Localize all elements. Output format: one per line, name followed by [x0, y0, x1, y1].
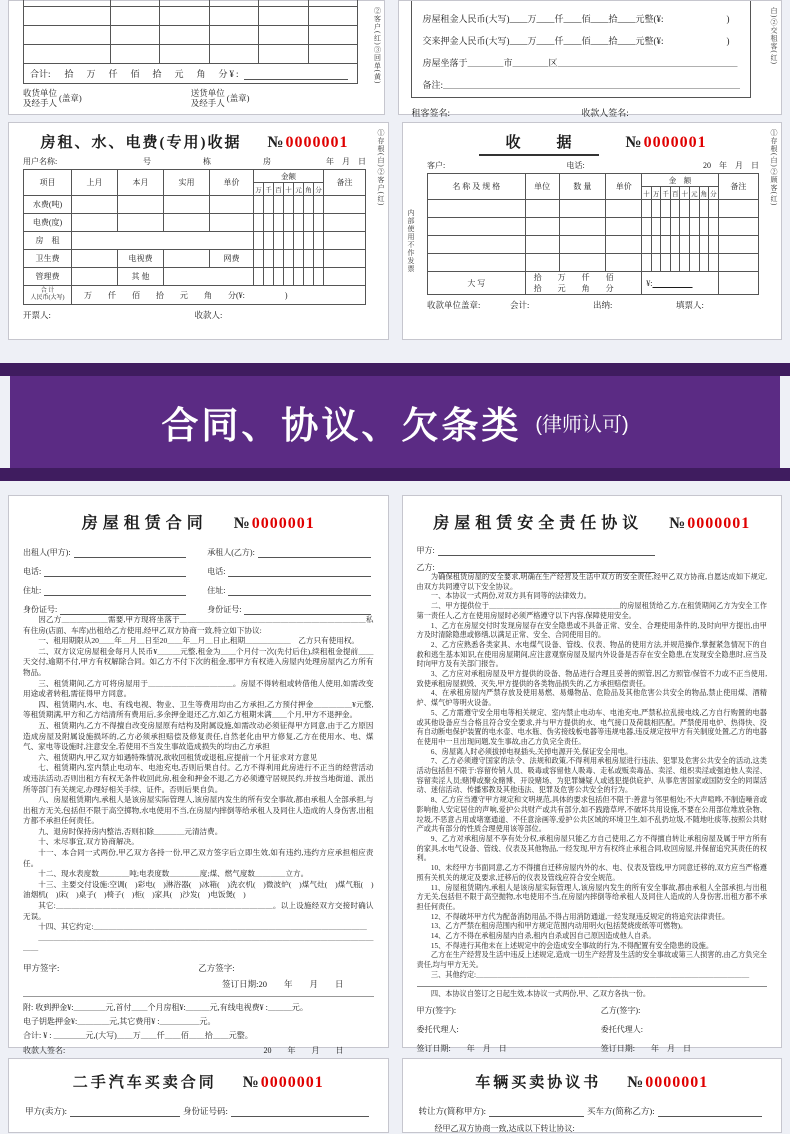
clause-paragraph: 8、乙方应当遵守甲方规定和文明规范,具体的要求包括但不限于:善意与邻里相处;不大声喧哗,不制造噪音或影响他人安定居住的声响,爱护公共财产或共有部分,如不践踏草坪,不破坏共用设施,不要在公用部位堆放杂物、垃圾,不恶意占用或堵塞通道、不任意涂画等,爱护公共区域的环境卫生,如不乱扔垃圾,不随地吐痰等,按照公共财产或共有部分的性质合理使用该等部位。	[416, 796, 767, 834]
clause-paragraph: 5、乙方需遵守安全用电等相关规定、室内禁止电动车、电池充电,严禁私拉乱接电线,乙方自行购置的电器或其他设备应当合格且符合安全要求,并与甲方提供的水、电气接口及荷载相匹配。严禁使用电炉、热得快、没有自动断电保护装置的电水壶、电水瓶、伪劣接线板电器等违规电器,违反规定按甲方有关制度处置,乙方的电器在使用中一旦出现问题,发生事故,由乙方负完全责任。	[416, 708, 767, 746]
field-line: 出租人(甲方):	[23, 539, 189, 558]
banner-top-strip	[0, 363, 790, 376]
transferor-line: 转让方(简称甲方): 买车方(简称乙方):	[419, 1100, 766, 1117]
field-line: 住址:	[23, 577, 189, 596]
clause-paragraph: 十三、主要交付设施:空调( )彩电( )淋浴器( )冰箱( )洗衣机( )微波炉( )煤气灶( )煤气瓶( )油烟机( )床( )桌子( )椅子( )柜( )家具( )沙发( )电饭煲( )	[23, 879, 374, 900]
table-row: 卫生费 电视费 网费	[24, 250, 366, 268]
contract-clauses	[23, 615, 374, 954]
rent-lines-box	[411, 1, 751, 98]
form-title: 车辆买卖协议书	[475, 1075, 602, 1091]
payee-sign-label: 收款人签名:	[581, 108, 629, 118]
party-b-sign-label: 乙方(签字):	[600, 1006, 641, 1016]
field-line: 身份证号:	[207, 596, 373, 615]
form-header	[25, 1071, 372, 1092]
accounting-label: 会计:	[510, 300, 530, 310]
form-header	[23, 131, 366, 152]
form-title: 收 据	[479, 131, 599, 156]
agent-b-label: 委托代理人:	[600, 1025, 643, 1035]
clause-paragraph: 九、退房时保持房内整洁,否则扣除＿＿＿＿元清洁费。	[38, 826, 223, 836]
payment-appendix	[23, 996, 374, 1043]
form-title: 房租、水、电费(专用)收据	[40, 135, 242, 151]
clause-paragraph: 其它:＿＿＿＿＿＿＿＿＿＿＿＿＿＿＿＿＿＿＿＿＿＿＿＿＿＿＿＿。以上设施经双方交接时确认无误。	[23, 901, 374, 921]
issuer-label: 开票人:	[23, 310, 51, 320]
delivery-total-row	[23, 64, 358, 84]
phone-label: 电话:	[566, 161, 585, 170]
seller-line: 甲方(卖方): 身份证号码:	[25, 1100, 372, 1117]
sender-line2: 及经手人	[190, 98, 225, 108]
tenant-sign-label: 租客签名:	[411, 108, 450, 118]
copy-legend-side-text: ②客户(红)③回单(黄)	[373, 7, 382, 85]
table-row: 电费(度)	[24, 214, 366, 232]
date-label: 20 年 月 日	[703, 161, 759, 170]
sender-line1: 送货单位	[190, 88, 225, 98]
clause-paragraph: 13、乙方严禁在租房范围内和甲方规定范围内动用明火(包括焚烧废纸等可燃物)。	[430, 922, 688, 931]
table-row	[24, 7, 358, 26]
delivery-footer	[23, 88, 358, 108]
delivery-table-box	[23, 0, 358, 84]
agent-a-label: 委托代理人:	[416, 1025, 459, 1035]
copy-legend-side-text: ①存根(白)②顾客(红)	[770, 129, 778, 207]
serial-number: № 0000001	[669, 515, 751, 532]
amount-blank	[244, 69, 349, 80]
customer-label: 客户:	[427, 161, 446, 170]
customer-line	[427, 160, 759, 171]
copy-legend-side-text: ①存根(白)②客户(红)	[377, 129, 386, 207]
unit-room-label: 房	[263, 157, 271, 166]
appendix-date: 20 年 月 日	[263, 1046, 344, 1055]
form-line: 房屋租金人民币(大写)____万____仟____佰____拾____元整(¥: )	[422, 14, 730, 24]
sender-signature	[191, 88, 359, 108]
clause-paragraph: 乙方在生产经营及生活中违反上述规定,造成一切生产经营及生活的安全事故或第三人损害的,由乙方负完全责任,均与甲方无关。	[416, 951, 767, 970]
unit-no-label: 号	[143, 157, 151, 166]
clause-paragraph: 四、本协议自签订之日起生效,本协议一式两份,甲、乙双方各执一份。	[430, 989, 651, 998]
receipt-table	[427, 173, 759, 295]
utility-receipt-form	[8, 122, 389, 340]
date-label: 年 月 日	[326, 157, 367, 166]
table-row	[428, 254, 759, 272]
field-line: 承租人(乙方):	[207, 539, 373, 558]
serial-number: № 0000001	[242, 1074, 324, 1091]
form-line: 房屋坐落于＿＿＿＿市＿＿＿＿区＿＿＿＿＿＿＿＿＿＿＿＿＿＿＿＿＿＿＿＿	[422, 58, 738, 68]
clause-paragraph: 11、房屋租赁期内,承租人是该房屋实际管理人,该房屋内发生的所有安全事故,都由承租人全部承担,与出租方无关,包括但不限于高空抛物,水电使用不当,在房屋内摔倒等给承租人及同住人造成的人身伤害,出租方都不承担任何责任。	[416, 883, 767, 911]
cashier-label: 出纳:	[593, 300, 613, 310]
money-digits-row: 十 万 千 百 十 元 角 分	[428, 187, 759, 200]
serial-number: № 0000001	[625, 134, 707, 151]
clause-paragraph: 三、租赁期间,乙方可将房屋用于＿＿＿＿＿＿＿＿＿＿＿。房屋不得转租或转借他人使用,如需改变用途或者转租,需征得甲方同意。	[23, 678, 374, 699]
clause-paragraph: 八、房屋租赁期内,承租人是该房屋实际管理人,该房屋内发生的所有安全事故,都由承租人全部承担,与出租方无关,包括但不限于高空掷物,水电使用不当,在房屋内摔倒等给承租人及同住人造成的人身伤害,出租方都不承担任何责任。	[23, 795, 374, 826]
table-row: 管理费 其 他	[24, 268, 366, 286]
utility-footer	[23, 309, 366, 321]
contracts-row	[0, 495, 790, 1055]
form-title: 二手汽车买卖合同	[72, 1075, 217, 1091]
total-row: 合 计 人民币(大写) 万 仟 佰 拾 元 角 分(¥: )	[24, 286, 366, 305]
table-row	[24, 26, 358, 45]
divider	[417, 986, 768, 987]
vehicle-agreement-form	[402, 1058, 783, 1133]
signature-grid	[417, 1005, 768, 1054]
appendix-line: 合计: ¥ : ＿＿＿＿元,(大写)＿＿万＿＿仟＿＿佰＿＿拾＿＿元整。	[23, 1031, 253, 1040]
serial-number: № 0000001	[267, 134, 349, 151]
header-row: 项目 上月 本月 实用 单价 金额 备注	[24, 170, 366, 183]
form-header	[427, 131, 759, 156]
party-b-sign-label: 乙方签字:	[198, 963, 235, 973]
signature-row	[23, 962, 374, 974]
clause-paragraph: 2、乙方应熟悉各类家具、水电煤气设备、管线、仪表、物品的使用方法,并规范操作,掌握紧急情况下的自救和逃生基本知识,在使用房屋期间,应注意观察房屋及屋内外设备是否存在安全隐患,在发现安全隐患时,应当及时向甲方及有关部门报告。	[416, 640, 767, 669]
rent-footer	[411, 106, 751, 119]
clause-paragraph: 六、租赁期内,甲乙双方如遇特殊情况,欲收回租赁或退租,应提前一个月征求对方意见	[38, 752, 318, 762]
total-label: 合计:	[30, 69, 51, 79]
appendix-footer	[23, 1045, 374, 1056]
receipt-form	[402, 122, 782, 340]
form-line: 交来押金人民币(大写)____万____仟____佰____拾____元整(¥: )	[422, 36, 730, 46]
seal-label: (盖章)	[226, 93, 250, 103]
form-header	[417, 510, 768, 533]
banner-title: 合同、协议、欠条类	[161, 405, 522, 446]
party-a-line: 甲方:	[417, 539, 768, 556]
table-row	[428, 236, 759, 254]
clause-paragraph: 4、在承租房屋内严禁存放及使用易燃、易爆物品、危险品及其他危害公共安全的物品,禁止使用煤、酒精炉、煤气炉等明火设备。	[416, 689, 767, 708]
clause-paragraph: 6、房屋离人时必须拔掉电视插头,关掉电源开关,保证安全用电。	[430, 747, 633, 756]
sign-date: 签订日期:20 年 月 日	[222, 979, 344, 989]
party-b-line: 乙方:	[417, 556, 768, 573]
payee-sign-label: 收款人签名:	[23, 1046, 66, 1055]
bottom-forms-row	[0, 1058, 790, 1133]
payee-label: 收款人:	[194, 310, 223, 320]
form-title: 房屋租赁合同	[81, 515, 208, 532]
table-row: 水费(吨)	[24, 196, 366, 214]
clause-paragraph: 七、租赁期内,室内禁止电动车、电池充电,否则后果自付。乙方不得利用此房进行不正当的经营活动或违法活动,否则出租方有权无条件收回此房,租金和押金不退,乙方必须遵守居规民约,并按当地街道、派出所等部门有关规定,办理好相关手续、证件。否则后果自负。	[23, 763, 374, 794]
car-sale-contract-form	[8, 1058, 389, 1133]
party-a-sign-label: 甲方(签字):	[416, 1006, 457, 1016]
clause-paragraph: 为确保租赁房屋的安全要求,明确在生产经营及生活中双方的安全责任,经甲乙双方协商,自愿达成如下规定,由双方共同遵守以下安全协议。	[416, 573, 767, 591]
category-banner	[0, 363, 790, 481]
field-line: 住址:	[207, 577, 373, 596]
form-header	[419, 1071, 766, 1092]
clause-paragraph: 二、甲方提供位于＿＿＿＿＿＿＿＿＿＿＿＿＿＿＿＿＿＿的房屋租赁给乙方,在租赁期间乙方为安全工作第一责任人,乙方在使用房屋时必须严格遵守以下内容,保障使用安全。	[416, 602, 767, 620]
clause-paragraph: 四、租赁期内,水、电、有线电视、物业、卫生等费用均由乙方承担,乙方预付押金＿＿＿＿＿¥元整,等租赁期满,甲方和乙方结清所有费用后,多余押金退还乙方,如乙方租期未满＿＿个月,甲方不退押金。	[23, 699, 374, 720]
clause-paragraph: 15、不得进行其他未在上述规定中的会造成安全事故的行为,不得配置有安全隐患的设施。	[430, 941, 714, 950]
serial-number: № 0000001	[627, 1074, 709, 1091]
field-line: 电话:	[207, 558, 373, 577]
agreement-intro: 经甲乙双方协商一致,达成以下转让协议:	[434, 1124, 575, 1133]
clause-paragraph: 十四、其它约定:＿＿＿＿＿＿＿＿＿＿＿＿＿＿＿＿＿＿＿＿＿＿＿＿＿＿＿＿＿＿＿＿＿＿＿＿	[38, 922, 367, 932]
receiver-signature	[23, 88, 191, 108]
form-title: 房屋租赁安全责任协议	[433, 515, 644, 532]
serial-number: № 0000001	[233, 515, 315, 532]
copy-legend-side-text: 白)②交租客(红)	[770, 7, 778, 65]
clause-paragraph: 十、未尽事宜,双方协商解决。	[38, 837, 139, 847]
clause-paragraph: ＿＿＿＿＿＿＿＿＿＿＿＿＿＿＿＿＿＿＿＿＿＿＿＿＿＿＿＿＿＿＿＿＿＿＿＿＿＿＿＿＿＿＿＿＿＿	[23, 932, 374, 953]
clause-paragraph: 一、本协议一式两份,对双方具有同等的法律效力。	[430, 592, 591, 601]
safety-agreement-form	[402, 495, 783, 1054]
clause-paragraph: 因乙方＿＿＿＿＿＿需要,甲方现将坐落于＿＿＿＿＿＿＿＿＿＿＿＿＿＿＿＿＿＿＿＿＿＿＿＿私有住房(店面、车库)出租给乙方使用,经甲乙双方协商一致,特立如下协议:	[23, 615, 374, 635]
table-row	[428, 218, 759, 236]
field-line: 身份证号:	[23, 596, 189, 615]
field-line: 电话:	[23, 558, 189, 577]
internal-use-side-text: 内部使用不作发票	[407, 209, 416, 274]
table-row	[428, 200, 759, 218]
receipt-footer	[427, 299, 759, 311]
clause-paragraph: 3、乙方应对承租房屋及甲方提供的设备、物品进行合理且妥善的照管,因乙方照管/保管不力或不正当使用,致使承租房屋损毁、灭失,甲方提供的各类物品损失的,乙方承担赔偿责任。	[416, 670, 767, 688]
clause-paragraph: 10、未经甲方书面同意,乙方不得擅自迁移房屋内外的水、电、仪表及管线,甲方同意迁移的,双方应当严格遵照有关机关的规定及要求,迁移后的仪表及管线应符合安全规范。	[416, 864, 767, 882]
lease-contract-form	[8, 495, 389, 1055]
clause-paragraph: 7、乙方必须遵守国家的法令、法规和政策,不得利用承租房屋进行违法、犯罪及危害公共安全的活动,这类活动包括但不限于:容留传销人员、吸毒或容留他人吸毒、走私或贩卖毒品、卖淫、组织卖淫或强迫他人卖淫、容留卖淫人员;赌博或聚众赌博、开设赌场、为犯罪嫌疑人或逃犯提供庇护、从事危害国家或国防安全的同谋活动、迷信活动、传播邪教及其他违法、犯罪及危害公共安全的行为。	[416, 757, 767, 795]
clause-paragraph: 1、乙方在房屋交付时发现房屋存在安全隐患或不具备正常、安全、合理使用条件的,及时向甲方提出,由甲方及时清除隐患或修缮,以满足正常、安全、合同使用目的。	[416, 621, 767, 640]
filler-label: 填票人:	[676, 300, 704, 310]
user-label: 用户名称:	[23, 157, 58, 166]
clause-paragraph: 十二、现水表度数＿＿＿＿吨;电表度数＿＿＿＿度;煤、燃气度数＿＿＿＿立方。	[38, 869, 309, 879]
clause-paragraph: 9、乙方对承租房屋不享有处分权,承租房屋只能乙方自己使用,乙方不得擅自转让承租房屋及属于甲方所有的家具,水电气设备、管线、仪表及其他物品,一经发现,甲方有权终止承租合同,收回房屋,并保留追究其责任的权利。	[416, 834, 767, 863]
rent-deposit-form	[398, 0, 782, 118]
banner-main	[10, 376, 780, 468]
appendix-line: 电子钥匙押金¥:＿＿＿＿元,其它费用¥ :＿＿＿＿＿元。	[23, 1017, 216, 1026]
form-header	[23, 510, 374, 533]
form-line: 备注:＿＿＿＿＿＿＿＿＿＿＿＿＿＿＿＿＿＿＿＿＿＿＿＿＿＿＿＿＿＿＿＿＿	[422, 80, 740, 90]
seal-label: (盖章)	[59, 93, 82, 103]
top-forms-row	[0, 0, 790, 118]
total-row: 大 写 拾 万 仟 佰 拾 元 角 分 ¥:	[428, 272, 759, 295]
table-row	[24, 45, 358, 64]
clause-paragraph: 一、租用期限从20＿＿年＿月＿日至20＿＿年＿月＿日止,租期＿＿＿＿＿＿ 乙方只有使用权。	[38, 636, 360, 646]
table-row: 房 租	[24, 232, 366, 250]
party-fields	[23, 539, 374, 615]
receiver-line2: 及经手人	[23, 98, 58, 108]
unit-bldg-label: 栋	[203, 157, 211, 166]
total-units: 拾 万 仟 佰 拾 元 角 分¥:	[64, 69, 241, 79]
receiver-line1: 收货单位	[23, 88, 58, 98]
clause-paragraph: 二、双方议定房屋租金每月人民币¥＿＿＿元整,租金为＿＿个月付一次(先付后住),续租租金提前＿＿天交付,逾期不付,甲方有权解除合同。如乙方不付下次的租金,那甲方有权进入房屋内处理房屋内乙方所有物品。	[23, 646, 374, 677]
clause-paragraph: 14、乙方不得在承租房屋内自杀,租内自杀或因自己原因造成他人自杀。	[430, 932, 656, 941]
receipts-row	[0, 122, 790, 340]
clause-paragraph: 五、租赁期内,乙方不得擅自改变房屋原有结构及附属设施,如需改动必须征得甲方同意,由于乙方原因造成房屋及附属设施损坏的,乙方必须承担赔偿及修复责任,自然老化由甲方修复,乙方在使用水、电、煤气、家电等设施时,注意安全,若使用不当发生事故造成损失的均由乙方承担	[23, 720, 374, 752]
user-line	[23, 156, 366, 167]
agreement-clauses	[417, 573, 768, 981]
appendix-line: 附: 收到押金¥:＿＿＿＿元,首付＿＿个月房租¥:＿＿＿元,有线电视费¥ :＿＿＿元。	[23, 1003, 308, 1012]
party-a-sign-label: 甲方签字:	[23, 963, 60, 973]
utility-table	[23, 169, 366, 305]
banner-bottom-strip	[0, 468, 790, 481]
clause-paragraph: 12、不得破坏甲方代为配备消防用品,不得占用消防通道,一经发现违反规定的将追究法律责任。	[430, 912, 730, 921]
delivery-table	[23, 0, 358, 64]
banner-subtitle: (律师认可)	[535, 413, 629, 436]
header-row: 名 称 及 规 格 单位 数 量 单价 金 额 备注	[428, 174, 759, 187]
unit-seal-label: 收款单位盖章:	[427, 300, 481, 310]
clause-paragraph: 十一、本合同一式两份,甲乙双方各持一份,甲乙双方签字后立即生效,如有违约,违约方应承担相应责任。	[23, 848, 374, 868]
money-digits-row: 万 千 百 十 元 角 分	[24, 183, 366, 196]
clause-paragraph: 三、其他约定:＿＿＿＿＿＿＿＿＿＿＿＿＿＿＿＿＿＿＿＿＿＿＿＿＿＿＿＿＿＿＿＿＿＿＿＿＿＿	[430, 970, 750, 979]
date-a-label: 签订日期: 年 月 日	[416, 1044, 507, 1054]
date-b-label: 签订日期: 年 月 日	[600, 1044, 691, 1054]
delivery-note-form	[8, 0, 385, 115]
